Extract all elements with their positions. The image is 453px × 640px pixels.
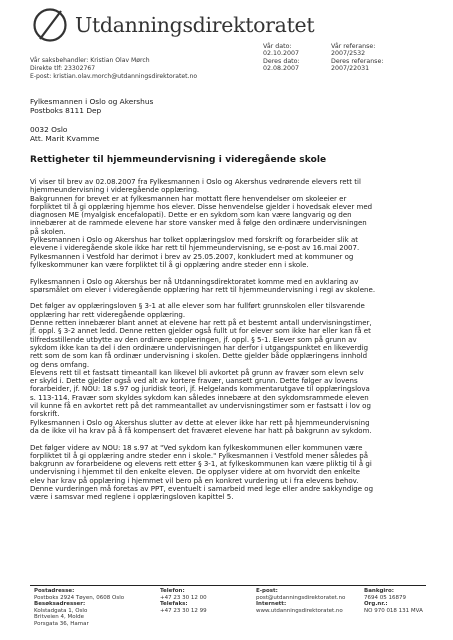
footer-web-link[interactable]: www.utdanningsdirektoratet.no xyxy=(256,607,343,614)
paragraph-line: forpliktet til å gi opplæring andre steder enn i skole." Fylkesmannen i Vestfold mener således på xyxy=(30,450,369,460)
paragraph-line: bakgrunn av forarbeidene og elevens rett etter § 3-1, at fylkeskommunen kan være pliktig til å gi xyxy=(30,459,372,469)
paragraph-line: på skolen. xyxy=(30,226,66,236)
paragraph-line: Denne retten innebærer blant annet at elevene har rett på et bestemt antall undervisningstimer, xyxy=(30,318,372,328)
sender-phone: Direkte tlf: 23302767 xyxy=(30,64,96,72)
footer-web-label: Internett: xyxy=(256,601,287,608)
circle-slash-emblem-icon xyxy=(31,7,71,43)
your-date: 02.08.2007 xyxy=(263,65,300,73)
footer-visit-label: Besøksadresser: xyxy=(34,601,86,608)
footer-fax: +47 23 30 12 99 xyxy=(160,607,207,614)
our-date-label: Vår dato: xyxy=(263,43,292,50)
paragraph-line: Denne vurderingen må foretas av PPT, eventuelt i samarbeid med lege eller andre sakkyndige og xyxy=(30,483,374,493)
paragraph-line: vil kunne få en avkortet rett på det rammeantallet av undervisningstimer som er fastsatt i lov og xyxy=(30,401,371,411)
footer-phone-label: Telefon: xyxy=(160,588,185,594)
recipient-line: Fylkesmannen i Oslo og Akershus xyxy=(30,97,154,106)
paragraph xyxy=(30,444,428,502)
recipient-line: Att. Marit Kvamme xyxy=(30,134,100,144)
recipient-line: 0032 Oslo xyxy=(30,124,68,134)
paragraph-line: Fylkesmannen i Oslo og Akershus har tolket opplæringslov med forskrift og forarbeider slik at xyxy=(30,235,359,245)
paragraph-line: elev har krav på opplæring i hjemmet vil bero på en konkret vurdering ut i fra elevens behov. xyxy=(30,475,359,485)
paragraph-line: rett som de som kan få ordinær undervisning i skolen. Dette gjelder både opplæringens innhold xyxy=(30,351,368,361)
footer-email-link[interactable]: post@utdanningsdirektoratet.no xyxy=(256,594,346,601)
paragraph-line: da de ikke vil ha krav på å få kompensert det fraværet elevene har hatt på bakgrunn av sykdom. xyxy=(30,425,372,435)
paragraph-line: Bakgrunnen for brevet er at fylkesmannen har mottatt flere henvendelser om skoleeier er xyxy=(30,193,347,203)
paragraph xyxy=(30,178,428,269)
recipient-line: Postboks 8111 Dep xyxy=(30,106,102,116)
paragraph xyxy=(30,278,428,295)
footer-email-label: E-post: xyxy=(256,588,278,594)
footer-fax-label: Telefaks: xyxy=(160,601,188,608)
paragraph-line: fylkeskommuner kan være forpliktet til å gi opplæring andre steder enn i skole. xyxy=(30,259,309,269)
paragraph-line: elevene i videregående skole ikke har rett til hjemmeundervisning, se e-post av 16.mai 2007. xyxy=(30,243,360,253)
paragraph-line: hjemmeundervisning i videregående opplæring. xyxy=(30,185,200,195)
paragraph-line: s. 113-114. Fravær som skyldes sykdom kan således innebære at den sykdomsrammede eleven xyxy=(30,392,369,402)
paragraph-line: forpliktet til å gi opplæring hjemme hos elever. Disse henvendelse gjelder i hovedsak elever med xyxy=(30,201,373,211)
paragraph-line: Vi viser til brev av 02.08.2007 fra Fylkesmannen i Oslo og Akershus vedrørende elevers rett til xyxy=(30,177,361,186)
paragraph-line: Det følger videre av NOU: 18 s.97 at "Ved sykdom kan fylkeskommunen eller kommunen være xyxy=(30,442,363,452)
paragraph-line: tilfredsstillende utbytte av den ordinære opplæringen, jf. oppl. § 5-1. Elever som på grunn av xyxy=(30,334,357,344)
footer-org: NO 970 018 131 MVA xyxy=(364,607,423,614)
footer-org-label: Org.nr.: xyxy=(364,601,388,608)
paragraph-line: undervisning i hjemmet til den enkelte eleven. De opplyser videre at om hvorvidt den enkelte xyxy=(30,467,360,477)
paragraph-line: være i samsvar med reglene i opplæringsloven kapittel 5. xyxy=(30,492,234,502)
footer-divider xyxy=(30,585,426,586)
paragraph-line: Fylkesmannen i Oslo og Akershus slutter av dette at elever ikke har rett på hjemmeundervisning xyxy=(30,417,370,427)
your-date-label: Deres dato: xyxy=(263,57,300,65)
footer-bank-label: Bankgiro: xyxy=(364,588,394,594)
paragraph-line: og dens omfang. xyxy=(30,359,90,369)
paragraph-line: diagnosen ME (myalgisk encefalopati). Dette er en sykdom som kan være langvarig og den xyxy=(30,210,352,220)
logo xyxy=(31,7,331,43)
paragraph-line: er skyld i. Dette gjelder også ved alt av kortere fravær, uansett grunn. Dette følger av lovens xyxy=(30,376,358,386)
footer-bank: 7694 05 16879 xyxy=(364,594,406,601)
paragraph-line: forskrift. xyxy=(30,409,60,419)
footer-visit-line: Britveien 4, Molde xyxy=(34,614,85,621)
sender-handler: Vår saksbehandler: Kristian Olav Mørch xyxy=(30,57,150,64)
paragraph xyxy=(30,302,428,435)
footer-visit-line: Porsgata 36, Hamar xyxy=(34,620,89,627)
footer-phone: +47 23 30 12 00 xyxy=(160,594,207,601)
our-date: 02.10.2007 xyxy=(263,50,300,58)
reference-block xyxy=(263,43,383,73)
your-ref: 2007/22031 xyxy=(331,65,370,73)
our-ref-label: Vår referanse: xyxy=(331,43,376,50)
our-ref: 2007/2532 xyxy=(331,50,366,58)
paragraph-line: Det følger av opplæringsloven § 3-1 at alle elever som har fullført grunnskolen eller tilsvarende xyxy=(30,301,365,311)
paragraph-line: innebærer at de rammede elevene har store vansker med å følge den ordinære undervisningen xyxy=(30,218,367,228)
paragraph-line: jf. oppl. § 3-2 annet ledd. Denne retten gjelder også fullt ut for elever som ikke har eller kan få et xyxy=(30,326,371,336)
footer-post-line: Postboks 2924 Tøyen, 0608 Oslo xyxy=(34,594,125,601)
paragraph-line: forarbeider, jf. NOU: 18 s.97 og juridisk teori, jf. Helgelands kommentarutgave til opplæringslova xyxy=(30,384,370,394)
sender-info xyxy=(30,57,197,80)
paragraph-line: Fylkesmannen i Oslo og Akershus ber nå Utdanningsdirektoratet komme med en avklaring av xyxy=(30,276,359,286)
recipient-address xyxy=(30,97,153,144)
letter-title: Rettigheter til hjemmeundervisning i videregående skole xyxy=(30,155,327,165)
footer-visit-line: Kolstadgata 1, Oslo xyxy=(34,607,88,614)
paragraph-line: Fylkesmannen i Vestfold har derimot i brev av 25.05.2007, konkludert med at kommuner og xyxy=(30,251,354,261)
your-ref-label: Deres referanse: xyxy=(331,57,384,65)
footer-post-label: Postadresse: xyxy=(34,588,75,594)
letter-body xyxy=(30,178,428,502)
logo-wordmark: Utdanningsdirektoratet xyxy=(75,13,315,37)
paragraph-line: spørsmålet om elever i videregående opplæring har rett til hjemmeundervisning i regi av skolene. xyxy=(30,284,376,294)
paragraph-line: sykdom ikke kan ta del i den ordinære undervisningen har derfor i utgangspunktet en likeverdig xyxy=(30,342,369,352)
sender-email: E-post: kristian.olav.morch@utdanningsdirektoratet.no xyxy=(30,72,198,80)
paragraph-line: Elevens rett til et fastsatt timeantall kan likevel bli avkortet på grunn av fravær som elevn selv xyxy=(30,367,364,377)
paragraph-line: opplæring har rett videregående opplæring. xyxy=(30,309,186,319)
